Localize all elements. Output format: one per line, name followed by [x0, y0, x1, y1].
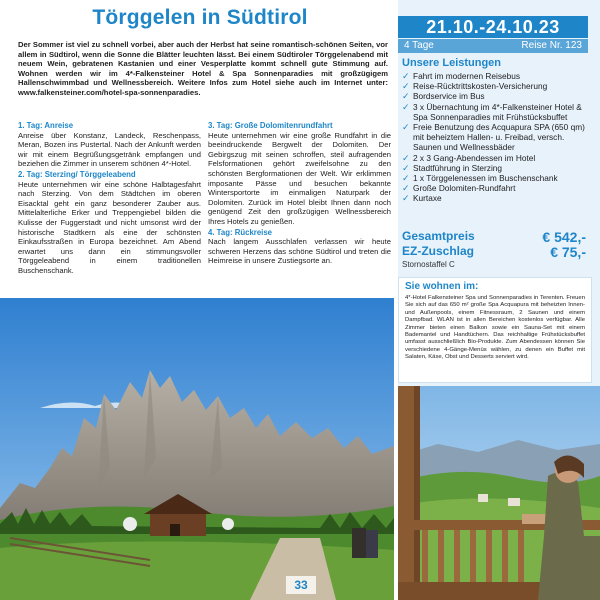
day-heading: 3. Tag: Große Dolomitenrundfahrt	[208, 121, 333, 130]
day-heading: 1. Tag: Anreise	[18, 121, 74, 130]
list-item: ✓ Kurtaxe	[402, 193, 442, 204]
list-item: ✓ Fahrt im modernen Reisebus	[402, 71, 520, 81]
total-price-row	[402, 229, 586, 243]
day-heading: 4. Tag: Rückreise	[208, 227, 272, 237]
trip-number: Reise Nr. 123	[521, 40, 582, 51]
total-price-value: € 542,-	[542, 229, 586, 245]
services-heading: Unsere Leistungen	[402, 57, 502, 69]
hotel-heading: Sie wohnen im:	[405, 281, 479, 292]
itinerary-column-1	[18, 121, 201, 277]
check-icon: ✓	[402, 81, 410, 92]
check-icon: ✓	[402, 173, 410, 184]
trip-duration: 4 Tage	[404, 40, 434, 51]
intro-paragraph: Der Sommer ist viel zu schnell vorbei, aber auch der Herbst hat seine romantisch-schönen Seiten, vor allem in Südtirol, wenn die Sonne die Blätter leuchten lässt. Bei einem Südtiroler Törggelenabend mit neuem Wein, gebratenen Kastanien und einer Vesperplatte kommt schnell gute Stimmung auf. Wohnen werden wir im 4*-Falkensteiner Hotel & Spa Sonnenparadies mit großzügigem Hallenschwimmbad und Wellnessbereich. Weitere Infos zum Hotel siehe auch im Internet unter: www.falkensteiner.com/hotel-spa-sonnenparadies.	[18, 40, 388, 97]
check-icon: ✓	[402, 71, 410, 81]
list-item: ✓ 3 x Übernachtung im 4*-Falkensteiner Hotel & Spa Sonnenparadies mit Frühstücksbuffet	[402, 101, 582, 122]
single-supplement-label: EZ-Zuschlag	[402, 244, 475, 258]
check-icon: ✓	[402, 152, 410, 163]
single-supplement-row	[402, 244, 586, 258]
list-item: ✓ Reise-Rücktrittskosten-Versicherung	[402, 81, 548, 92]
check-icon: ✓	[402, 183, 410, 194]
trip-subheader	[398, 39, 588, 53]
day-text: Heute unternehmen wir eine große Rundfahrt in die beeindruckende Bergwelt der Dolomiten. Der Gebirgszug mit seinen schroffen, steil aufragenden Felsformationen gehört zweifelsohne zu den schönsten Bergformationen der Welt. Wir erklimmen imposante Pässe und besuchen bekannte Wintersportorte im einmaligen Naturpark der Dolomiten. Zurück im Hotel bleibt Ihnen dann noch genügend Zeit den großzügigen Wellnessbereich Ihres Hotels zu genießen.	[208, 130, 391, 226]
trip-info-panel	[398, 0, 600, 600]
page-number: 33	[286, 576, 316, 594]
check-icon: ✓	[402, 162, 410, 173]
list-item: ✓ Stadtführung in Sterzing	[402, 162, 503, 173]
hotel-description: 4*-Hotel Falkensteiner Spa und Sonnenparadies in Terenten. Freuen Sie sich auf das 650 m² große Spa Acquapura mit beheizten Innen- und Außenpools, einem Fitnessraum, 2 Saunen und einem Dampfbad. WLAN ist in allen Bereichen kostenlos verfügbar. Alle Zimmer bieten einen Balkon sowie ein Sauna-Set mit einem Bademantel und Handtüchern. Das reichhaltige Frühstücksbuffet umfasst ausschließlich Bio-Produkte. Zum Abendessen können Sie verschiedene 4-Gänge-Menüs wählen, zu denen ein Buffet mit Salaten, Käse, Obst und Desserts serviert wird.	[405, 295, 585, 361]
day-text: Heute unternehmen wir eine schöne Halbtagesfahrt nach Sterzing. Von dem Städtchen im oberen Eisacktal geht ein ganz besonderer Zauber aus. Mittelalterliche Erker und Treppengiebel bilden die Kulisse der Fuggerstadt und nicht umsonst wird der historische Stadtkern als eine der schönsten Einkaufsstraßen in Europa bezeichnet. Am Abend erwartet uns dann ein stimmungsvoller Törggeleabend in einem traditionellen Buschenschank.	[18, 179, 201, 275]
check-icon: ✓	[402, 122, 410, 133]
cancellation-scale: Stornostaffel C	[402, 260, 455, 269]
day-text: Anreise über Konstanz, Landeck, Reschenpass, Meran, Bozen ins Pustertal. Nach der Ankunft werden wir mit einem Begrüßungsgetränk empfangen und beziehen die Zimmer in unserem schönen 4*-Hotel.	[18, 130, 201, 169]
list-item: ✓ Freie Benutzung des Acquapura SPA (650 qm) mit beheiztem Hallen- u. Freibad, versch. Saunen und Wellnessbäder	[402, 122, 585, 153]
check-icon: ✓	[402, 91, 410, 102]
itinerary-column-2	[208, 121, 391, 267]
check-icon: ✓	[402, 193, 410, 204]
services-list	[402, 71, 590, 204]
hotel-info-box	[398, 277, 592, 383]
list-item: ✓ 1 x Törggelenessen im Buschenschank	[402, 173, 558, 184]
list-item: ✓ 2 x 3 Gang-Abendessen im Hotel	[402, 152, 536, 163]
day-heading: 2. Tag: Sterzing/ Törggeleabend	[18, 169, 136, 179]
list-item: ✓ Bordservice im Bus	[402, 91, 485, 102]
list-item: ✓ Große Dolomiten-Rundfahrt	[402, 183, 516, 194]
day-text: Nach langem Ausschlafen verlassen wir heute schweren Herzens das schöne Südtirol und treten die Heimreise in unsere Zustiegsorte an.	[208, 237, 391, 266]
dolomites-photo	[0, 298, 394, 600]
page-title: Törggelen in Südtirol	[92, 6, 308, 29]
single-supplement-value: € 75,-	[550, 244, 586, 260]
travel-dates: 21.10.-24.10.23	[398, 16, 588, 38]
check-icon: ✓	[402, 101, 410, 112]
total-price-label: Gesamtpreis	[402, 229, 475, 243]
hotel-balcony-photo	[398, 386, 600, 600]
